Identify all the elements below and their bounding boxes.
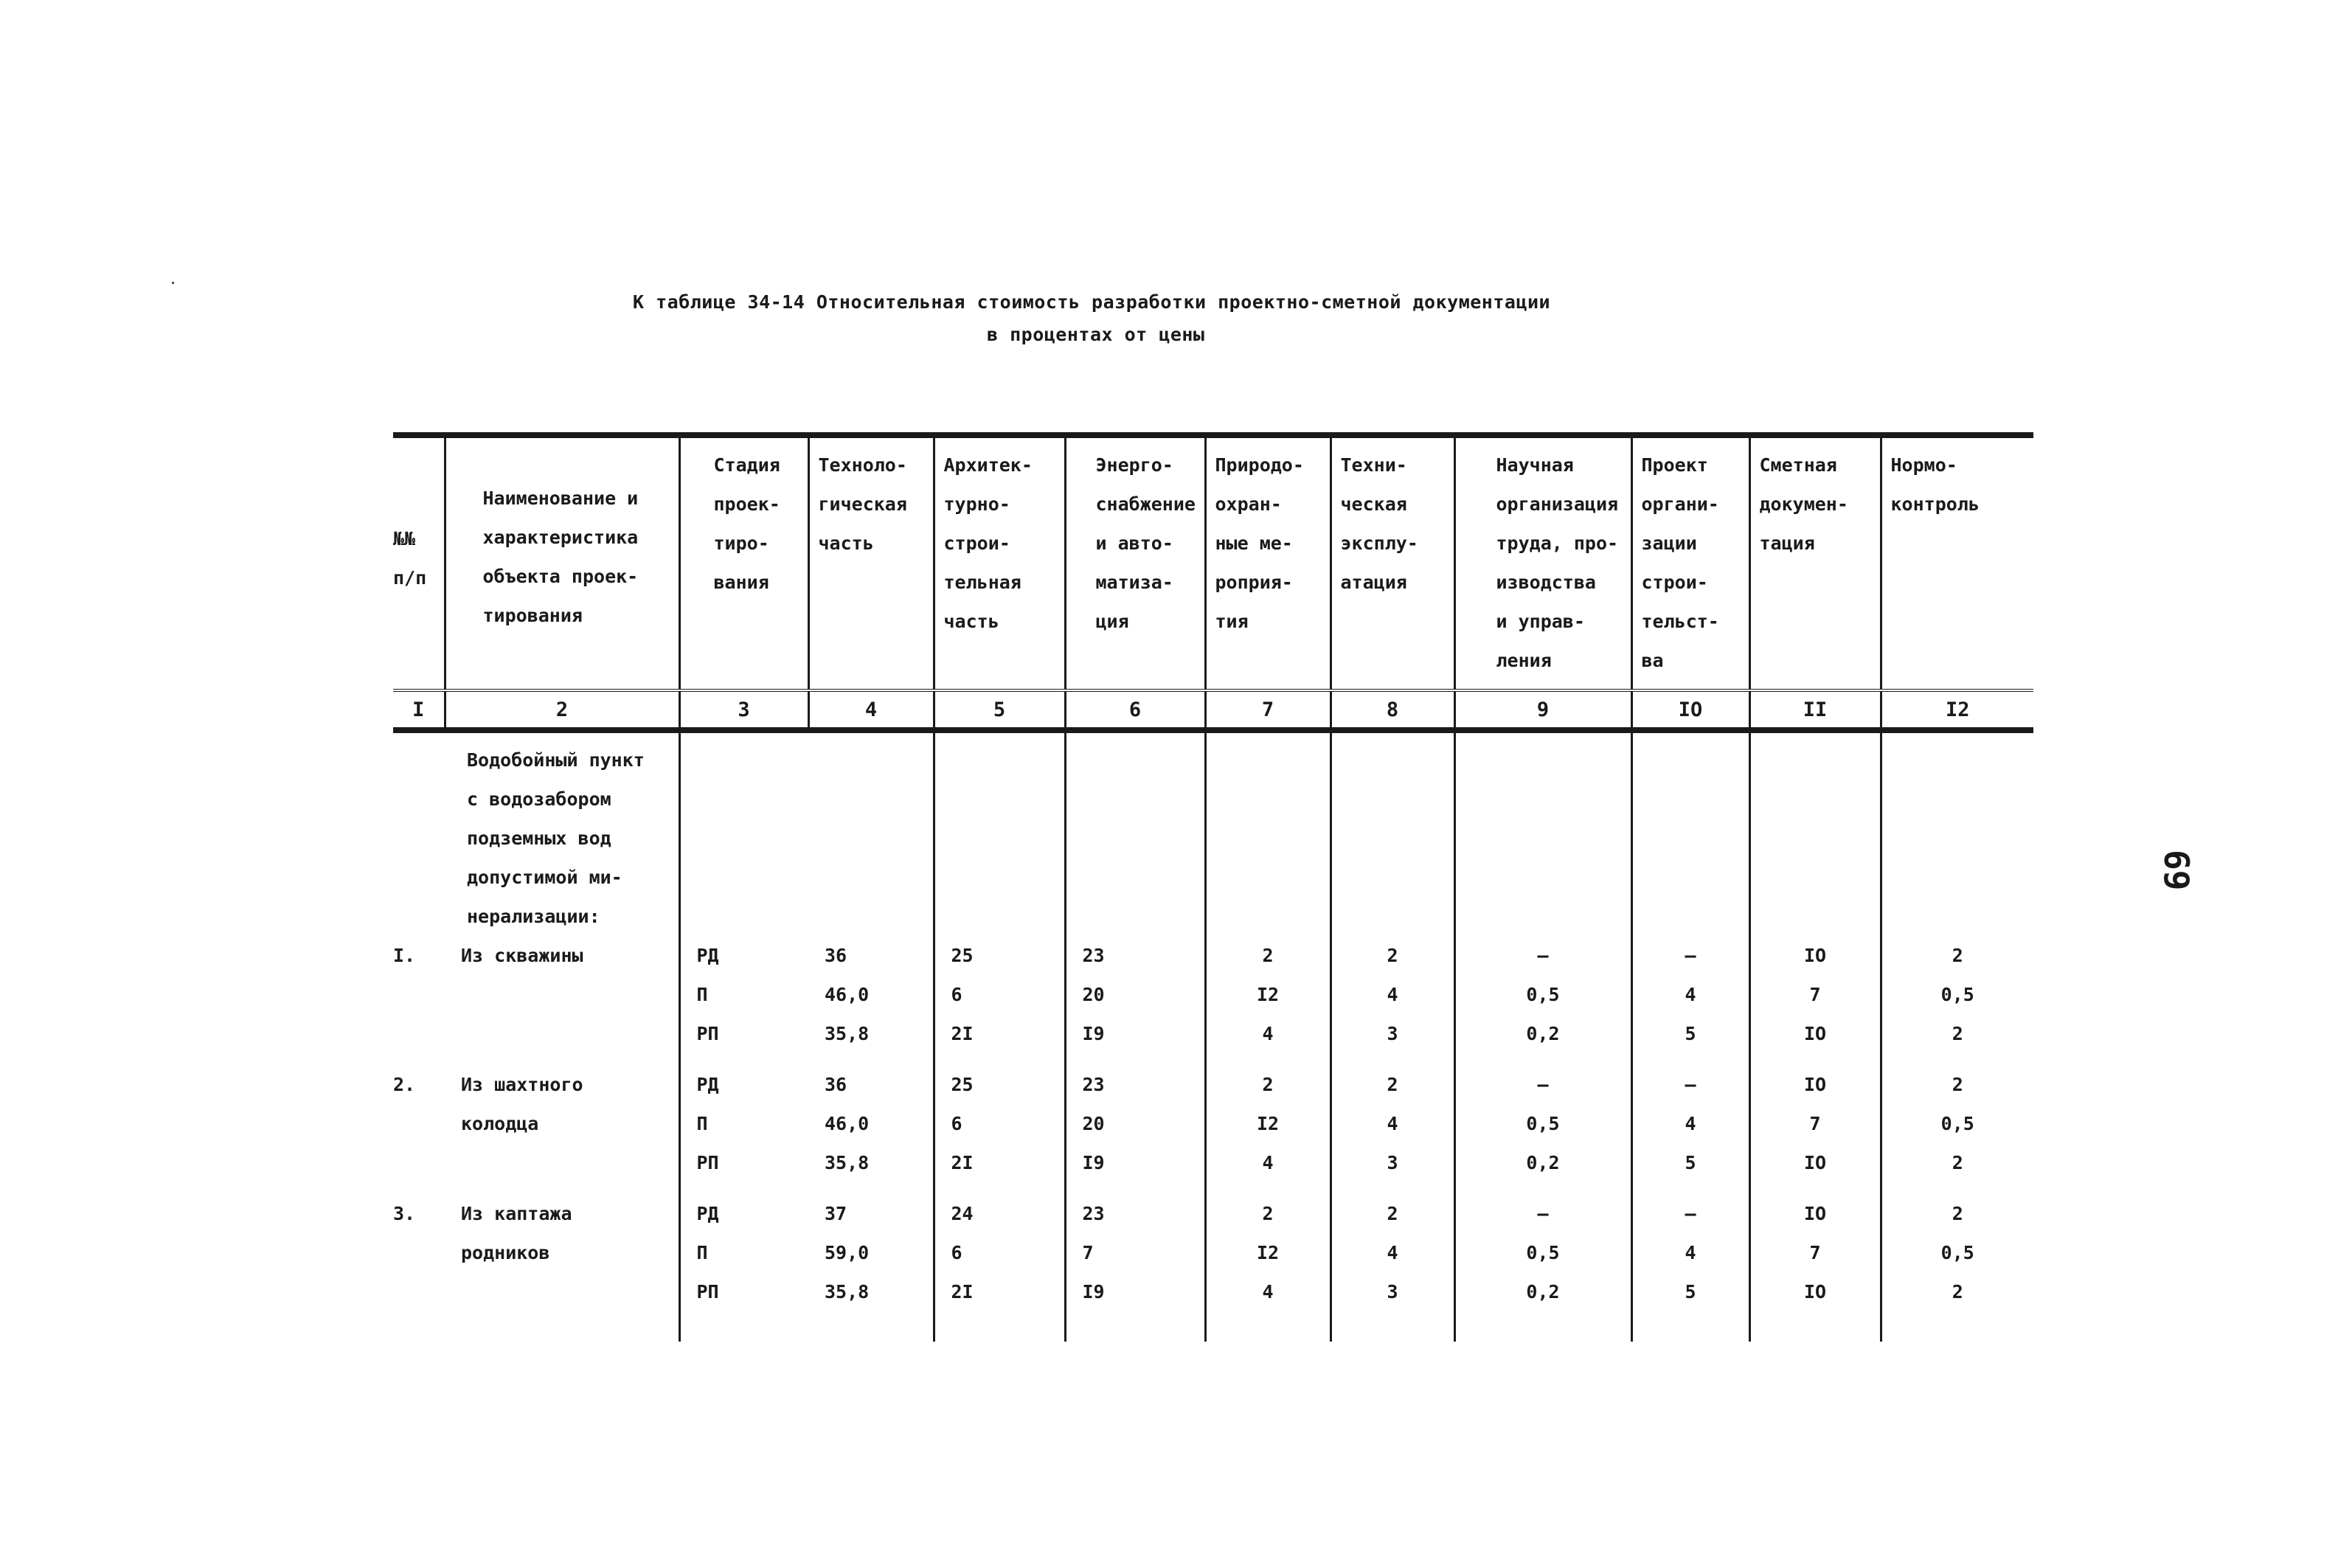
header-cell <box>1881 435 2033 690</box>
header-cell <box>808 435 934 690</box>
blank-line <box>393 1143 445 1182</box>
value-cell: I2 <box>1256 1242 1280 1263</box>
value-cell: I9 <box>1082 1152 1105 1173</box>
blank-line <box>393 858 445 897</box>
value-cell: 3 <box>1387 1152 1398 1173</box>
value-column <box>1749 730 1881 1342</box>
item-name-line: Из каптажа <box>461 1203 572 1224</box>
top-padding <box>1633 733 1749 740</box>
blank-line <box>1633 819 1749 858</box>
column-number: II <box>1749 690 1881 730</box>
value-cell: 0,5 <box>1526 1113 1560 1134</box>
blank-line <box>1751 858 1880 897</box>
blank-line <box>1456 819 1631 858</box>
item-name-line <box>445 1272 679 1311</box>
value-cell: – <box>1685 945 1696 966</box>
blank-line <box>935 819 1064 858</box>
blank-line <box>935 740 1064 780</box>
stage-cell: П <box>696 984 708 1005</box>
blank-line <box>808 780 933 819</box>
blank-line <box>935 780 1064 819</box>
stage-cell: П <box>696 1113 708 1134</box>
item-name-line: Из шахтного <box>461 1074 583 1095</box>
header-text: Научная организация труда, про- изводства и управ- ления <box>1496 454 1619 671</box>
blank-line <box>935 897 1064 936</box>
item-number: I. <box>393 945 416 966</box>
value-cell: 2I <box>951 1281 974 1302</box>
stage-column <box>679 730 808 1342</box>
top-padding <box>935 733 1064 740</box>
value-cell: 46,0 <box>825 1113 870 1134</box>
value-cell: 23 <box>1082 945 1105 966</box>
value-cell: IO <box>1803 1281 1827 1302</box>
value-cell: 35,8 <box>825 1281 870 1302</box>
blank-line <box>1332 819 1454 858</box>
value-cell: – <box>1537 945 1549 966</box>
value-cell: 5 <box>1685 1281 1696 1302</box>
value-cell: 7 <box>1809 1242 1821 1263</box>
value-cell: 37 <box>825 1203 847 1224</box>
blank-line <box>681 858 809 897</box>
value-cell: 23 <box>1082 1203 1105 1224</box>
blank-line <box>1066 858 1204 897</box>
blank-line <box>1633 897 1749 936</box>
group-gap <box>681 1053 809 1065</box>
group-gap <box>1207 1053 1330 1065</box>
value-column <box>1631 730 1749 1342</box>
group-gap <box>1332 1182 1454 1194</box>
blank-line <box>1633 740 1749 780</box>
blank-line <box>1332 897 1454 936</box>
value-cell: 4 <box>1387 984 1398 1005</box>
column-number: 5 <box>934 690 1065 730</box>
value-cell: 5 <box>1685 1152 1696 1173</box>
item-name-line: колодца <box>461 1113 539 1134</box>
header-text: Техноло- гическая часть <box>818 454 907 554</box>
value-cell: 20 <box>1082 984 1105 1005</box>
value-cell: 25 <box>951 945 974 966</box>
stage-cell: РП <box>696 1023 719 1044</box>
header-cell <box>1331 435 1454 690</box>
value-column <box>808 730 934 1342</box>
value-cell: 46,0 <box>825 984 870 1005</box>
group-gap <box>1456 1182 1631 1194</box>
header-text: Нормо- контроль <box>1890 454 1980 515</box>
item-name-line <box>445 1143 679 1182</box>
value-cell: 2 <box>1262 945 1274 966</box>
value-cell: 2 <box>1952 1152 1963 1173</box>
header-text: Архитек- турно- строи- тельная часть <box>943 454 1033 632</box>
stage-cell: РП <box>696 1152 719 1173</box>
value-cell: – <box>1537 1074 1549 1095</box>
value-cell: 4 <box>1262 1281 1274 1302</box>
column-number: 4 <box>808 690 934 730</box>
blank-line <box>1751 780 1880 819</box>
blank-line <box>681 740 809 780</box>
value-cell: – <box>1537 1203 1549 1224</box>
header-text: Наименование и характеристика объекта проек- тирования <box>482 488 639 626</box>
column-number: 6 <box>1065 690 1205 730</box>
value-cell: 59,0 <box>825 1242 870 1263</box>
column-number: 9 <box>1454 690 1631 730</box>
group-gap <box>1882 1182 2034 1194</box>
value-cell: 2I <box>951 1152 974 1173</box>
header-row <box>393 435 2033 690</box>
blank-line <box>1633 780 1749 819</box>
blank-line <box>1751 740 1880 780</box>
blank-line <box>393 1272 445 1311</box>
blank-line <box>393 740 445 780</box>
blank-line <box>1882 780 2034 819</box>
value-cell: 3 <box>1387 1023 1398 1044</box>
blank-line <box>1207 858 1330 897</box>
value-cell: 4 <box>1685 1242 1696 1263</box>
value-cell: 2 <box>1952 1203 1963 1224</box>
value-cell: 25 <box>951 1074 974 1095</box>
group-title-line: нерализации: <box>467 906 600 927</box>
blank-line <box>393 897 445 936</box>
value-cell: 0,2 <box>1526 1281 1560 1302</box>
column-number: 3 <box>679 690 808 730</box>
top-padding <box>1456 733 1631 740</box>
group-gap <box>1207 1182 1330 1194</box>
item-number: 2. <box>393 1074 416 1095</box>
scan-speck <box>172 282 174 284</box>
column-number: 7 <box>1205 690 1331 730</box>
group-gap <box>1066 1053 1204 1065</box>
blank-line <box>808 819 933 858</box>
value-cell: 7 <box>1082 1242 1094 1263</box>
header-cell <box>1749 435 1881 690</box>
value-cell: 4 <box>1387 1113 1398 1134</box>
value-cell: IO <box>1803 1203 1827 1224</box>
group-gap <box>1751 1053 1880 1065</box>
body-row <box>393 730 2033 1342</box>
blank-line <box>1456 740 1631 780</box>
item-number: 3. <box>393 1203 416 1224</box>
blank-line <box>1332 858 1454 897</box>
top-padding <box>1066 733 1204 740</box>
group-gap <box>445 1182 679 1194</box>
group-gap <box>935 1182 1064 1194</box>
group-title-line: Водобойный пункт <box>467 749 645 771</box>
caption-line-2: в процентах от цены <box>987 324 1205 345</box>
blank-line <box>1882 897 2034 936</box>
table-caption <box>633 286 1739 351</box>
blank-line <box>1066 740 1204 780</box>
blank-line <box>393 780 445 819</box>
blank-line <box>1882 858 2034 897</box>
header-text: Сметная докумен- тация <box>1759 454 1848 554</box>
stage-cell: П <box>696 1242 708 1263</box>
blank-line <box>808 858 933 897</box>
value-cell: 4 <box>1262 1152 1274 1173</box>
group-title-line: с водозабором <box>467 788 611 810</box>
blank-line <box>393 975 445 1014</box>
value-cell: 2 <box>1952 1281 1963 1302</box>
group-title-line: допустимой ми- <box>467 867 622 888</box>
value-column <box>1205 730 1331 1342</box>
group-gap <box>1882 1053 2034 1065</box>
value-cell: 2 <box>1952 1023 1963 1044</box>
header-text: Энерго- снабжение и авто- матиза- ция <box>1095 454 1196 632</box>
blank-line <box>1207 897 1330 936</box>
top-padding <box>445 733 679 740</box>
top-padding <box>1882 733 2034 740</box>
group-gap <box>681 1182 809 1194</box>
stage-cell: РД <box>696 945 719 966</box>
column-number: IO <box>1631 690 1749 730</box>
value-column <box>934 730 1065 1342</box>
value-cell: 0,5 <box>1526 984 1560 1005</box>
value-cell: 23 <box>1082 1074 1105 1095</box>
top-padding <box>681 733 809 740</box>
value-cell: 35,8 <box>825 1023 870 1044</box>
header-text: Техни- ческая эксплу- атация <box>1340 454 1418 593</box>
group-gap <box>445 1053 679 1065</box>
value-cell: 0,5 <box>1940 984 1974 1005</box>
header-cell <box>445 435 679 690</box>
blank-line <box>1066 780 1204 819</box>
caption-line-1: К таблице 34-14 Относительная стоимость разработки проектно-сметной документации <box>633 291 1551 313</box>
header-cell <box>934 435 1065 690</box>
value-cell: 2 <box>1262 1074 1274 1095</box>
value-column <box>1881 730 2033 1342</box>
column-number: I <box>393 690 445 730</box>
column-number: 2 <box>445 690 679 730</box>
value-cell: 3 <box>1387 1281 1398 1302</box>
item-name-line: Из скважины <box>461 945 583 966</box>
group-gap <box>935 1053 1064 1065</box>
item-name-line <box>445 1014 679 1053</box>
header-text: Стадия проек- тиро- вания <box>713 454 780 593</box>
value-cell: 36 <box>825 1074 847 1095</box>
group-gap <box>1633 1053 1749 1065</box>
blank-line <box>393 1014 445 1053</box>
blank-line <box>1456 780 1631 819</box>
blank-line <box>1456 897 1631 936</box>
group-gap <box>808 1182 933 1194</box>
blank-line <box>1066 897 1204 936</box>
item-name-line: родников <box>461 1242 550 1263</box>
group-gap <box>393 1182 445 1194</box>
value-cell: 24 <box>951 1203 974 1224</box>
column-number: 8 <box>1331 690 1454 730</box>
cost-table <box>393 432 2033 1342</box>
value-column <box>1331 730 1454 1342</box>
blank-line <box>681 819 809 858</box>
value-cell: – <box>1685 1074 1696 1095</box>
item-name-column <box>445 730 679 1342</box>
value-cell: 2 <box>1262 1203 1274 1224</box>
value-cell: 2 <box>1952 945 1963 966</box>
value-cell: 6 <box>951 1242 962 1263</box>
blank-line <box>935 858 1064 897</box>
group-gap <box>1751 1182 1880 1194</box>
group-gap <box>808 1053 933 1065</box>
blank-line <box>681 780 809 819</box>
value-cell: 2I <box>951 1023 974 1044</box>
value-cell: 2 <box>1387 1074 1398 1095</box>
column-number-row <box>393 690 2033 730</box>
top-padding <box>808 733 933 740</box>
header-cell <box>1065 435 1205 690</box>
value-cell: IO <box>1803 1152 1827 1173</box>
blank-line <box>1633 858 1749 897</box>
value-cell: 0,5 <box>1526 1242 1560 1263</box>
blank-line <box>1882 740 2034 780</box>
blank-line <box>1207 780 1330 819</box>
value-cell: I9 <box>1082 1281 1105 1302</box>
value-cell: I9 <box>1082 1023 1105 1044</box>
blank-line <box>1207 819 1330 858</box>
stage-cell: РП <box>696 1281 719 1302</box>
value-cell: 2 <box>1387 945 1398 966</box>
header-cell <box>393 435 445 690</box>
header-text: №№ п/п <box>393 528 427 589</box>
blank-line <box>808 897 933 936</box>
header-cell <box>1454 435 1631 690</box>
value-cell: – <box>1685 1203 1696 1224</box>
page-number: 69 <box>2157 850 2196 891</box>
value-column <box>1454 730 1631 1342</box>
group-gap <box>393 1053 445 1065</box>
value-column <box>1065 730 1205 1342</box>
group-title-line: подземных вод <box>467 828 611 849</box>
blank-line <box>393 1233 445 1272</box>
value-cell: 7 <box>1809 984 1821 1005</box>
value-cell: 35,8 <box>825 1152 870 1173</box>
value-cell: 6 <box>951 984 962 1005</box>
blank-line <box>1332 740 1454 780</box>
blank-line <box>1066 819 1204 858</box>
value-cell: IO <box>1803 945 1827 966</box>
value-cell: IO <box>1803 1023 1827 1044</box>
value-cell: 5 <box>1685 1023 1696 1044</box>
top-padding <box>393 733 445 740</box>
item-number-column <box>393 730 445 1342</box>
blank-line <box>393 819 445 858</box>
blank-line <box>1882 819 2034 858</box>
blank-line <box>1751 819 1880 858</box>
group-gap <box>1633 1182 1749 1194</box>
stage-cell: РД <box>696 1074 719 1095</box>
group-gap <box>1456 1053 1631 1065</box>
header-cell <box>1205 435 1331 690</box>
value-cell: 6 <box>951 1113 962 1134</box>
header-cell <box>679 435 808 690</box>
value-cell: IO <box>1803 1074 1827 1095</box>
value-cell: 4 <box>1262 1023 1274 1044</box>
value-cell: 0,2 <box>1526 1023 1560 1044</box>
value-cell: I2 <box>1256 1113 1280 1134</box>
header-text: Природо- охран- ные ме- роприя- тия <box>1215 454 1304 632</box>
item-name-line <box>445 975 679 1014</box>
value-cell: 2 <box>1387 1203 1398 1224</box>
group-gap <box>1332 1053 1454 1065</box>
top-padding <box>1751 733 1880 740</box>
blank-line <box>1207 740 1330 780</box>
blank-line <box>1456 858 1631 897</box>
blank-line <box>393 1104 445 1143</box>
value-cell: 7 <box>1809 1113 1821 1134</box>
group-gap <box>1066 1182 1204 1194</box>
blank-line <box>681 897 809 936</box>
value-cell: 0,2 <box>1526 1152 1560 1173</box>
value-cell: 0,5 <box>1940 1113 1974 1134</box>
header-text: Проект органи- зации строи- тельст- ва <box>1641 454 1719 671</box>
blank-line <box>808 740 933 780</box>
value-cell: 2 <box>1952 1074 1963 1095</box>
value-cell: 20 <box>1082 1113 1105 1134</box>
value-cell: I2 <box>1256 984 1280 1005</box>
value-cell: 4 <box>1387 1242 1398 1263</box>
value-cell: 0,5 <box>1940 1242 1974 1263</box>
top-padding <box>1332 733 1454 740</box>
value-cell: 4 <box>1685 984 1696 1005</box>
header-cell <box>1631 435 1749 690</box>
value-cell: 4 <box>1685 1113 1696 1134</box>
value-cell: 36 <box>825 945 847 966</box>
stage-cell: РД <box>696 1203 719 1224</box>
top-padding <box>1207 733 1330 740</box>
blank-line <box>1332 780 1454 819</box>
blank-line <box>1751 897 1880 936</box>
column-number: I2 <box>1881 690 2033 730</box>
